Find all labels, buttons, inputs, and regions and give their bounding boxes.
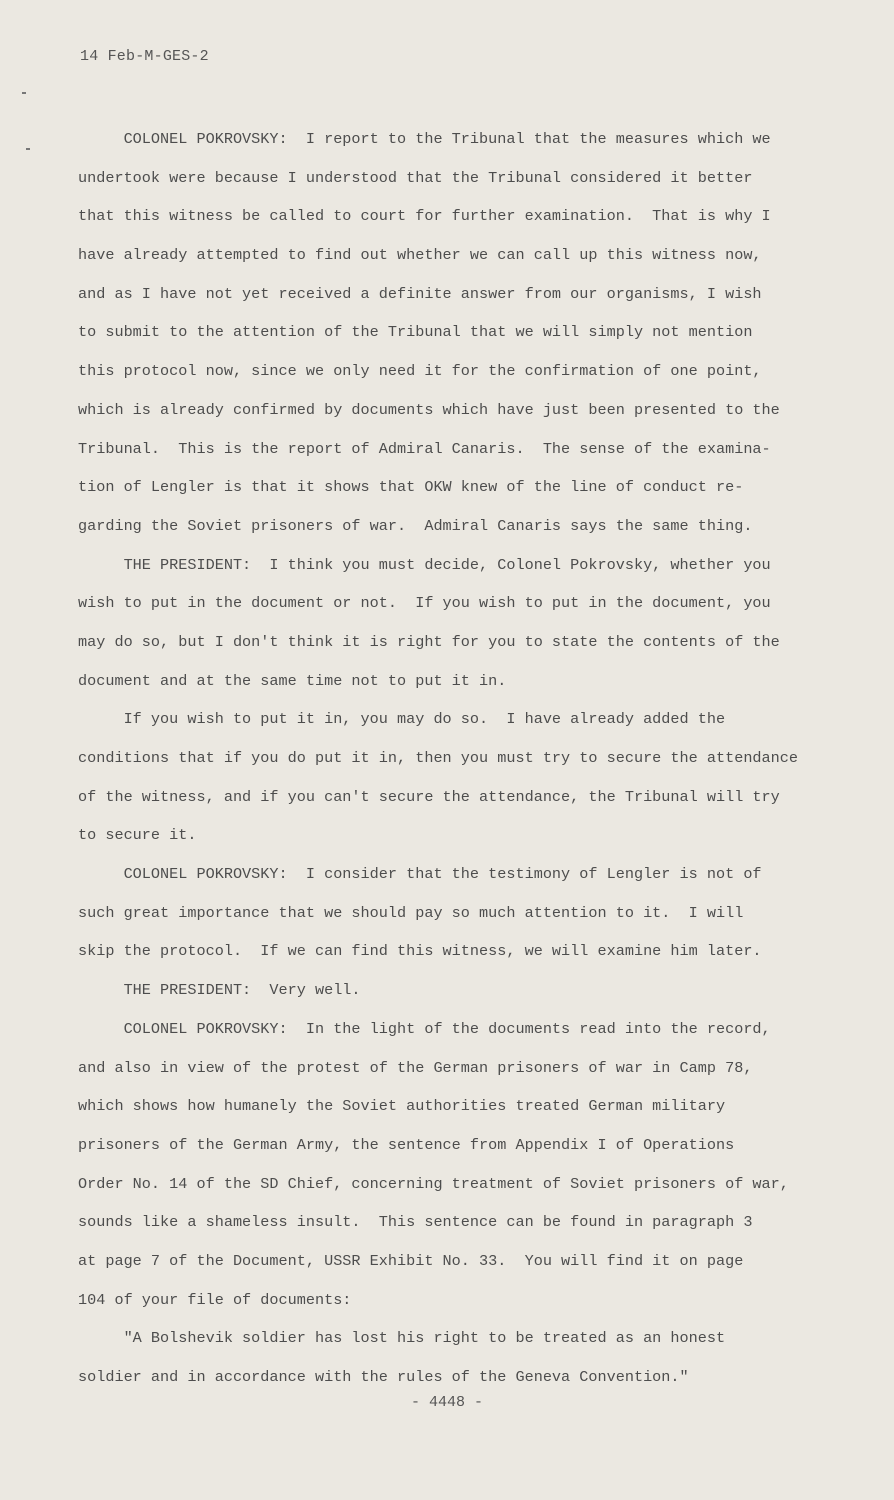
text-line: tion of Lengler is that it shows that OKW knew of the line of conduct re- (78, 478, 744, 497)
text-line: 104 of your file of documents: (78, 1290, 352, 1309)
text-line: sounds like a shameless insult. This sentence can be found in paragraph 3 (78, 1213, 753, 1232)
document-body (78, 120, 868, 1397)
text-line: wish to put in the document or not. If you wish to put in the document, you (78, 594, 771, 613)
text-line: document and at the same time not to put it in. (78, 671, 507, 690)
text-line: THE PRESIDENT: Very well. (78, 981, 361, 1000)
margin-mark (22, 92, 26, 94)
text-line: this protocol now, since we only need it for the confirmation of one point, (78, 362, 762, 381)
text-line: which shows how humanely the Soviet authorities treated German military (78, 1097, 726, 1116)
text-line: "A Bolshevik soldier has lost his right to be treated as an honest (78, 1329, 726, 1348)
text-line: that this witness be called to court for further examination. That is why I (78, 207, 771, 226)
text-line: If you wish to put it in, you may do so. I have already added the (78, 710, 726, 729)
text-line: prisoners of the German Army, the sentence from Appendix I of Operations (78, 1135, 735, 1154)
text-line: COLONEL POKROVSKY: In the light of the documents read into the record, (78, 1019, 771, 1038)
text-line: of the witness, and if you can't secure the attendance, the Tribunal will try (78, 787, 780, 806)
text-line: conditions that if you do put it in, then you must try to secure the attendance (78, 749, 799, 767)
margin-mark (26, 148, 30, 150)
text-line: COLONEL POKROVSKY: I report to the Tribunal that the measures which we (78, 130, 771, 148)
text-line: at page 7 of the Document, USSR Exhibit No. 33. You will find it on page (78, 1251, 744, 1270)
text-line: may do so, but I don't think it is right for you to state the contents of the (78, 632, 780, 651)
text-line: garding the Soviet prisoners of war. Admiral Canaris says the same thing. (78, 516, 753, 535)
page-number: - 4448 - (410, 1394, 483, 1411)
text-line: such great importance that we should pay so much attention to it. I will (78, 903, 744, 922)
text-line: undertook were because I understood that the Tribunal considered it better (78, 168, 753, 187)
text-line: Tribunal. This is the report of Admiral Canaris. The sense of the examina- (78, 439, 771, 458)
text-line: skip the protocol. If we can find this witness, we will examine him later. (78, 942, 762, 961)
document-header: 14 Feb-M-GES-2 (80, 48, 209, 65)
text-line: THE PRESIDENT: I think you must decide, Colonel Pokrovsky, whether you (78, 555, 771, 574)
text-line: Order No. 14 of the SD Chief, concerning treatment of Soviet prisoners of war, (78, 1174, 789, 1193)
text-line: COLONEL POKROVSKY: I consider that the testimony of Lengler is not of (78, 865, 762, 884)
text-line: to secure it. (78, 826, 197, 845)
text-line: have already attempted to find out whether we can call up this witness now, (78, 246, 762, 265)
text-line: and also in view of the protest of the German prisoners of war in Camp 78, (78, 1058, 753, 1077)
text-line: and as I have not yet received a definite answer from our organisms, I wish (78, 284, 762, 303)
text-line: soldier and in accordance with the rules of the Geneva Convention." (78, 1368, 689, 1386)
text-line: to submit to the attention of the Tribunal that we will simply not mention (78, 323, 753, 342)
text-line: which is already confirmed by documents which have just been presented to the (78, 400, 780, 419)
